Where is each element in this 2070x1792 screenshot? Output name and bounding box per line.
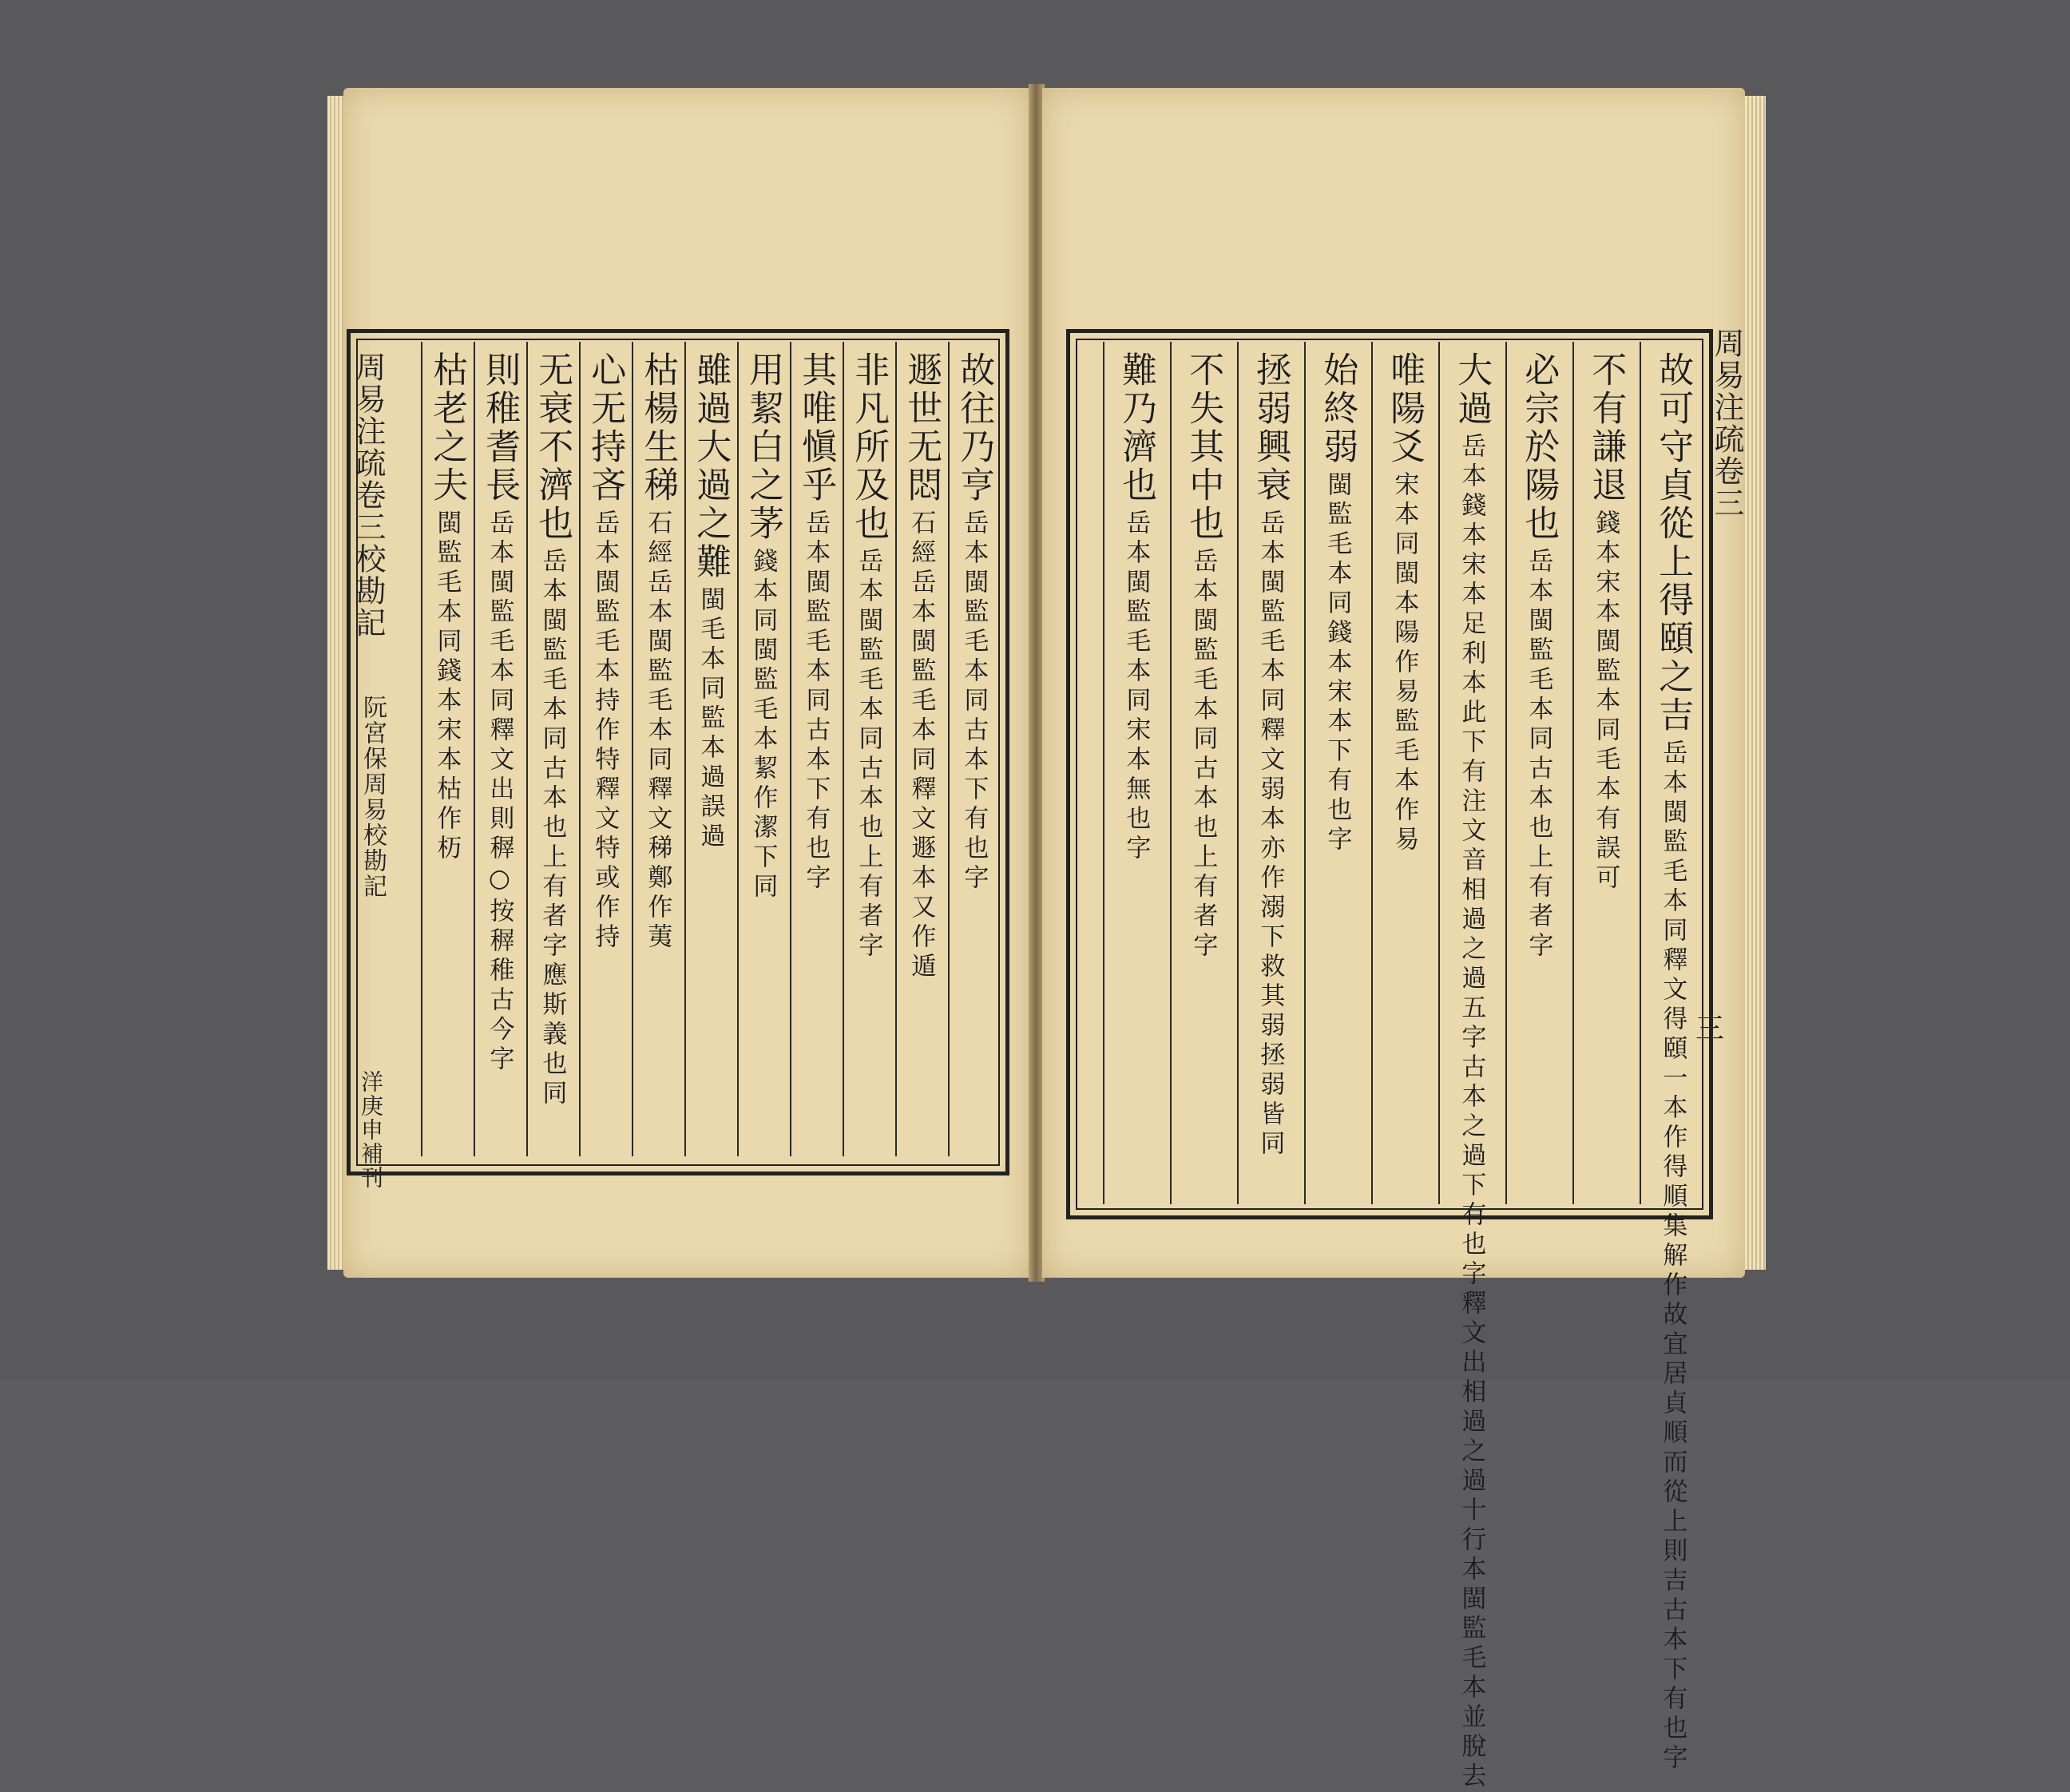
column-main-text: 用絜白之茅 (743, 351, 784, 543)
column-rule (1237, 342, 1239, 1204)
left-margin-note: 阮宮保周易校勘記 (359, 695, 387, 899)
open-book (335, 80, 1757, 1792)
column-rule (1572, 342, 1574, 1204)
column-main-text: 唯陽爻 (1384, 351, 1426, 466)
left-page (343, 88, 1030, 1278)
text-column (1585, 351, 1627, 1198)
column-main-text: 非凡所及也 (848, 351, 890, 543)
column-note-text: 岳本閩監毛本同釋文得頤一本作得順集解作故宜居貞順而從上則吉古本下有也字 (1658, 739, 1687, 1774)
text-column (690, 351, 732, 1150)
column-main-text: 難乃濟也 (1116, 351, 1157, 505)
column-note-text: 岳本閩監毛本同古本也上有者字 (1524, 548, 1553, 961)
text-column (585, 351, 626, 1150)
column-rule (1103, 342, 1104, 1204)
column-note-text: 岳本錢本宋本足利本此下有注文音相過之過五字古本之過下有也字釋文出相過之過十行本閩監毛本並脫去 (1457, 433, 1486, 1792)
column-note-text: 岳本閩監毛本同釋文出則稺○按稺稚古今字 (485, 509, 514, 1075)
column-main-text: 其唯愼乎 (795, 351, 837, 505)
column-note-text: 閩監毛本同錢本宋本枯作杤 (432, 509, 462, 864)
column-main-text: 則稚耆長 (479, 351, 521, 505)
text-column (479, 351, 521, 1150)
column-rule (1304, 342, 1306, 1204)
text-column (1451, 351, 1493, 1792)
right-page (1042, 88, 1745, 1792)
column-main-text: 不有謙退 (1585, 351, 1627, 505)
column-rule (790, 342, 791, 1156)
column-main-text: 雖過大過之難 (690, 351, 732, 581)
column-note-text: 宋本同閩本陽作易監毛本作易 (1390, 471, 1419, 855)
column-main-text: 故往乃亨 (954, 351, 995, 505)
column-note-text: 岳本閩監毛本同古本下有也字 (959, 509, 989, 894)
column-rule (843, 342, 844, 1156)
right-margin-title: 周易注疏卷三 (1709, 327, 1744, 519)
column-note-text: 岳本閩監毛本同古本也上有者字 (854, 548, 883, 961)
column-rule (421, 342, 422, 1156)
text-column (1116, 351, 1157, 1198)
left-margin-footer: 洋庚申補刊 (358, 1070, 384, 1190)
column-note-text: 錢本宋本閩監本同毛本有誤可 (1591, 509, 1620, 894)
column-note-text: 閩監毛本同錢本宋本下有也字 (1322, 471, 1352, 855)
column-main-text: 不失其中也 (1183, 351, 1224, 543)
column-note-text: 錢本同閩監毛本絜作潔下同 (748, 548, 778, 902)
column-rule (1640, 342, 1641, 1204)
column-note-text: 岳本閩監毛本同宋本無也字 (1121, 509, 1151, 864)
column-main-text: 枯老之夫 (426, 351, 468, 505)
column-rule (1170, 342, 1172, 1204)
column-note-text: 石經岳本閩監毛本同釋文遯本又作遁 (906, 509, 936, 982)
column-rule (895, 342, 897, 1156)
column-main-text: 枯楊生稊 (637, 351, 679, 505)
column-note-text: 岳本閩監毛本同釋文弱本亦作溺下救其弱拯弱皆同 (1255, 509, 1285, 1160)
column-note-text: 石經岳本閩監毛本同釋文稊鄭作荑 (643, 509, 672, 953)
column-rule (632, 342, 633, 1156)
column-note-text: 岳本閩監毛本同古本也上有者字 (1188, 548, 1218, 961)
column-main-text: 必宗於陽也 (1518, 351, 1560, 543)
column-note-text: 岳本閩監毛本持作特釋文特或作持 (590, 509, 620, 953)
text-column (637, 351, 679, 1150)
text-column (795, 351, 837, 1150)
column-rule (737, 342, 739, 1156)
page-number: 三 (1695, 1013, 1725, 1045)
text-column (426, 351, 468, 1150)
column-rule (948, 342, 950, 1156)
text-column (1384, 351, 1426, 1198)
column-main-text: 始終弱 (1317, 351, 1358, 466)
text-column (1518, 351, 1560, 1198)
column-rule (684, 342, 686, 1156)
column-rule (1505, 342, 1507, 1204)
column-rule (526, 342, 528, 1156)
column-main-text: 大過 (1451, 351, 1493, 428)
text-column (954, 351, 995, 1150)
text-column (532, 351, 573, 1150)
column-rule (474, 342, 475, 1156)
text-column (1317, 351, 1358, 1198)
column-main-text: 遯世无悶 (901, 351, 942, 505)
column-rule (1371, 342, 1373, 1204)
left-margin-title: 周易注疏卷三校勘記 (351, 351, 386, 639)
text-column (1250, 351, 1291, 1198)
column-note-text: 岳本閩監毛本同古本也上有者字應斯義也同 (537, 548, 567, 1109)
column-rule (579, 342, 581, 1156)
right-fore-edge (1745, 96, 1766, 1270)
column-rule (1438, 342, 1440, 1204)
text-column (743, 351, 784, 1150)
column-note-text: 閩毛本同監本過誤過 (696, 586, 725, 852)
column-main-text: 故可守貞從上得頤之吉 (1652, 351, 1694, 735)
text-column (848, 351, 890, 1150)
text-column (1652, 351, 1694, 1774)
text-column (901, 351, 942, 1150)
column-main-text: 无衰不濟也 (532, 351, 573, 543)
column-main-text: 拯弱興衰 (1250, 351, 1291, 505)
text-column (1183, 351, 1224, 1198)
column-main-text: 心无持吝 (585, 351, 626, 505)
column-note-text: 岳本閩監毛本同古本下有也字 (801, 509, 831, 894)
